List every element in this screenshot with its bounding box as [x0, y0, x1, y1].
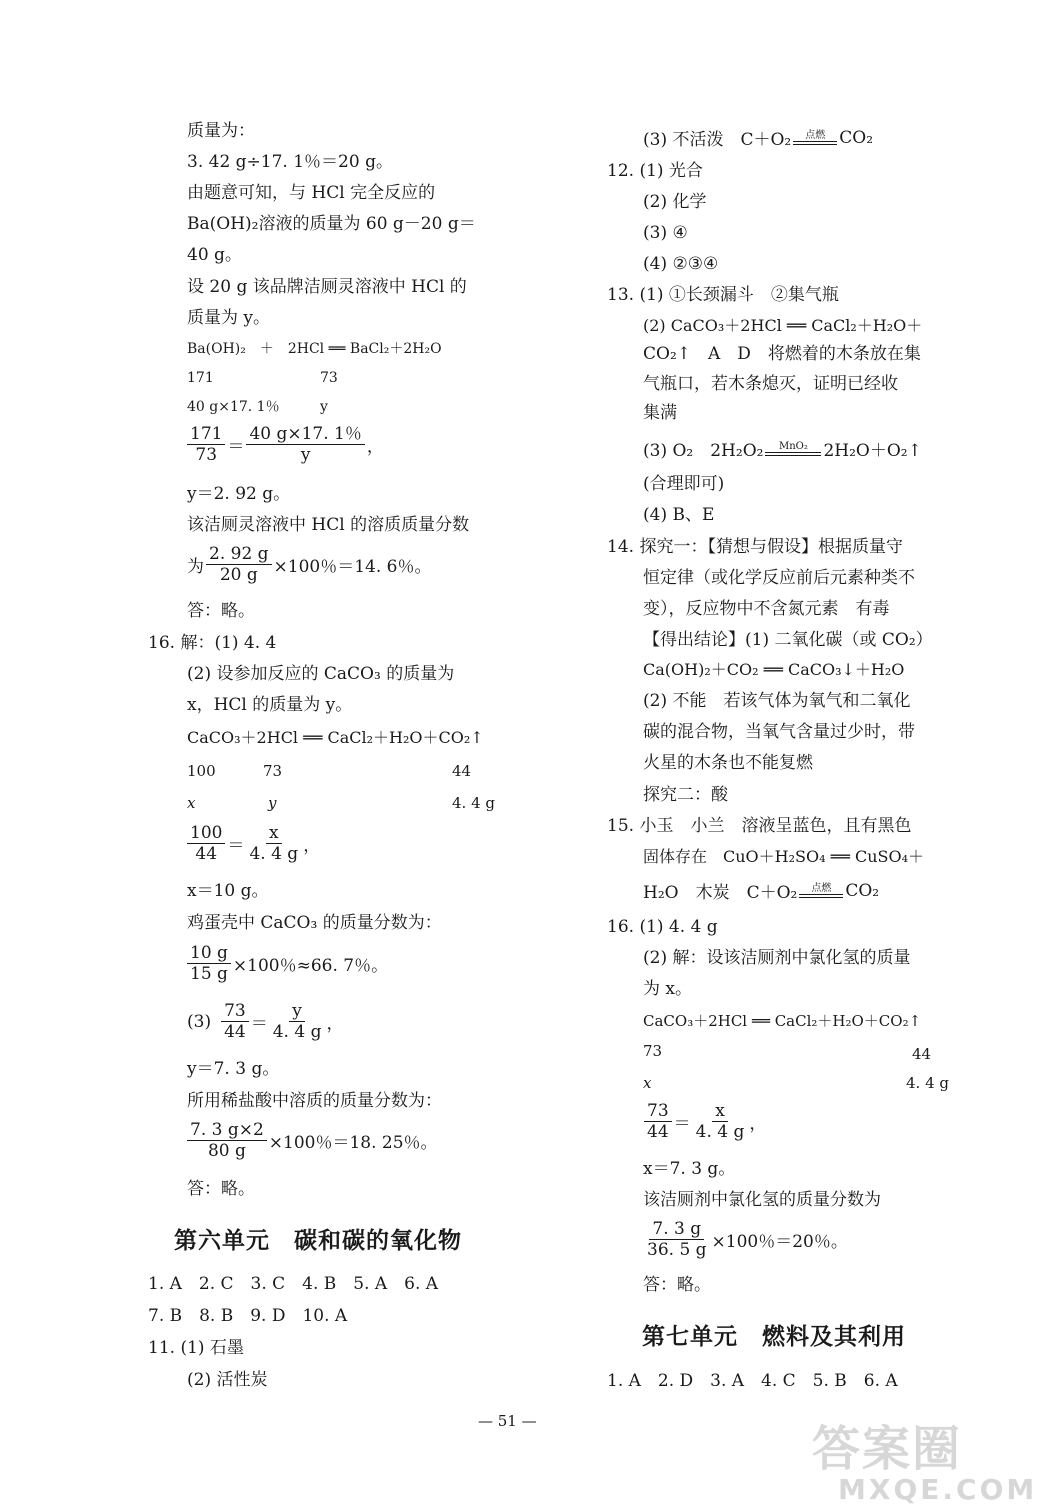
equation: CaCO₃＋2HCl ══ CaCl₂＋H₂O＋CO₂↑ [643, 1012, 922, 1030]
reaction-arrow [765, 442, 821, 456]
denominator: 73 [195, 445, 218, 465]
numerator: 7. 3 g [649, 1219, 704, 1240]
equation: (2) CaCO₃＋2HCl ══ CaCl₂＋H₂O＋ [643, 316, 923, 335]
fraction [644, 1219, 710, 1260]
proportion [187, 1001, 343, 1042]
question-line: 12. (1) 光合 [607, 161, 703, 181]
text-line: 质量为 y。 [187, 308, 271, 328]
text-line: 该洁厕剂中氯化氢的质量分数为 [643, 1190, 881, 1210]
denominator: 15 g [190, 964, 228, 984]
text-line: (3) ④ [643, 223, 688, 243]
text-line: x＝7. 3 g。 [643, 1159, 736, 1179]
punctuation: ， [303, 836, 321, 856]
unit-heading: 第六单元 碳和碳的氧化物 [174, 1228, 462, 1254]
text-line: (合理即可) [643, 474, 725, 494]
equation-value: 4. 4 g [452, 794, 495, 812]
numerator: 100 [187, 823, 225, 844]
text: ×100％＝20％。 [711, 1232, 848, 1252]
denominator: y [300, 445, 311, 465]
text-line: 3. 42 g÷17. 1％＝20 g。 [187, 152, 393, 172]
fraction [693, 1101, 748, 1142]
text-line: 鸡蛋壳中 CaCO₃ 的质量分数为： [187, 913, 442, 933]
percentage-calc [642, 1219, 848, 1260]
numerator: 73 [221, 1001, 249, 1022]
equals-sign: ＝ [227, 437, 245, 457]
equals-sign: ＝ [250, 1014, 268, 1034]
numerator: 10 g [187, 943, 231, 964]
text-line: 答：略。 [187, 1179, 255, 1199]
punctuation: ， [749, 1114, 767, 1134]
denominator: 44 [647, 1122, 669, 1142]
numerator: 73 [644, 1101, 672, 1122]
fraction [187, 943, 231, 984]
reaction-condition: 点燃 [805, 129, 826, 141]
proportion [642, 1101, 766, 1142]
denominator: 44 [195, 844, 218, 864]
watermark-text: 答案圈 [812, 1421, 963, 1477]
question-line: 16. 解：(1) 4. 4 [148, 633, 277, 653]
numerator: 2. 92 g [206, 544, 272, 565]
proportion [185, 424, 384, 465]
text: (3) [187, 1011, 212, 1032]
text-line: 火星的木条也不能复燃 [643, 753, 813, 773]
numerator: 7. 3 g×2 [187, 1120, 267, 1141]
numerator: 40 g×17. 1％ [246, 424, 364, 445]
equation-line [643, 436, 922, 461]
proportion [185, 823, 320, 864]
text-line: 恒定律（或化学反应前后元素种类不 [643, 568, 915, 588]
answer-line: 1. A 2. C 3. C 4. B 5. A 6. A [148, 1274, 439, 1294]
equation-value: x [643, 1074, 652, 1092]
text: H₂O 木炭 C＋O₂ [643, 883, 798, 903]
equation-value: 44 [912, 1045, 932, 1063]
punctuation: ， [366, 437, 384, 457]
fraction [187, 1120, 267, 1161]
equation: 固体存在 CuO＋H₂SO₄ ══ CuSO₄＋ [643, 847, 925, 866]
text-line: (2) 不能 若该气体为氧气和二氧化 [643, 691, 911, 711]
text-line: x，HCl 的质量为 y。 [187, 695, 353, 715]
numerator: x [266, 823, 282, 844]
text-line: 探究二：酸 [643, 785, 728, 805]
text-line: 为 x。 [643, 979, 692, 999]
text-line: y＝2. 92 g。 [187, 484, 291, 504]
question-line: 11. (1) 石墨 [148, 1338, 244, 1358]
text-line: 40 g。 [187, 245, 242, 265]
question-line: 14. 探究一：【猜想与假设】根据质量守 [607, 537, 903, 557]
numerator: 171 [187, 424, 225, 445]
denominator: 36. 5 g [647, 1240, 707, 1260]
equation: Ca(OH)₂＋CO₂ ══ CaCO₃↓＋H₂O [643, 660, 905, 679]
text-line: 碳的混合物，当氧气含量过少时，带 [643, 722, 915, 742]
denominator: 4. 4 g [695, 1122, 745, 1142]
text-line: 变），反应物中不含氮元素 有毒 [643, 599, 890, 619]
text-line: 答：略。 [643, 1275, 711, 1295]
text-line: (2) 化学 [643, 192, 707, 212]
denominator: 20 g [219, 565, 258, 585]
fraction [187, 424, 225, 465]
text-line: 该洁厕灵溶液中 HCl 的溶质质量分数 [187, 515, 470, 535]
fraction [221, 1001, 249, 1042]
text-line: (4) ②③④ [643, 254, 719, 274]
fraction [206, 544, 272, 585]
text: ×100％≈66. 7％。 [232, 956, 389, 976]
equation-value: 4. 4 g [906, 1074, 949, 1092]
equals-sign: ＝ [227, 836, 245, 856]
text-line: Ba(OH)₂溶液的质量为 60 g－20 g＝ [187, 214, 476, 234]
question-line: 13. (1) ①长颈漏斗 ②集气瓶 [607, 285, 839, 305]
fraction [644, 1101, 672, 1142]
text-line: 答：略。 [187, 601, 255, 621]
text-line: 质量为： [187, 121, 255, 141]
equation-line [643, 125, 873, 150]
fraction [246, 424, 364, 465]
reaction-condition: MnO₂ [779, 440, 808, 452]
text-line: CO₂↑ A D 将燃着的木条放在集 [643, 344, 921, 364]
equation-value: 73 [263, 762, 283, 780]
text: (3) O₂ 2H₂O₂ [643, 441, 764, 461]
text-line: (2) 解：设该洁厕剂中氯化氢的质量 [643, 948, 911, 968]
page-number: — 51 — [478, 1412, 537, 1430]
equation-value: x [187, 794, 196, 812]
text-line: y＝7. 3 g。 [187, 1059, 280, 1079]
denominator: 4. 4 g [249, 844, 299, 864]
fraction [187, 823, 225, 864]
watermark-logo [812, 1410, 1037, 1506]
text-line: (2) 设参加反应的 CaCO₃ 的质量为 [187, 664, 455, 684]
text-line: 气瓶口，若木条熄灭，证明已经收 [643, 374, 898, 394]
equation-value: y [268, 794, 277, 812]
text-line: x＝10 g。 [187, 881, 269, 901]
reaction-condition: 点燃 [811, 882, 832, 894]
equation-value: 40 g×17. 1％ [187, 399, 280, 415]
text-line: 【得出结论】(1) 二氧化碳（或 CO₂） [643, 630, 933, 650]
text-line: 设 20 g 该品牌洁厕灵溶液中 HCl 的 [187, 277, 467, 297]
numerator: x [712, 1101, 728, 1122]
question-line: 16. (1) 4. 4 g [607, 917, 718, 937]
percentage-calc [187, 544, 432, 585]
fraction [270, 1001, 325, 1042]
equation-line [643, 878, 879, 903]
equation-value: y [320, 399, 328, 415]
numerator: y [289, 1001, 305, 1022]
text: 为 [187, 557, 204, 577]
watermark-url: MXQE.COM [838, 1473, 1037, 1506]
text: (3) 不活泼 C＋O₂ [643, 130, 792, 150]
equation-value: 44 [452, 762, 472, 780]
denominator: 44 [224, 1022, 246, 1042]
answer-line: 7. B 8. B 9. D 10. A [148, 1306, 348, 1326]
denominator: 4. 4 g [272, 1022, 322, 1042]
text: ×100％＝18. 25％。 [268, 1133, 438, 1153]
text-line: 集满 [643, 403, 677, 423]
equation: CaCO₃＋2HCl ══ CaCl₂＋H₂O＋CO₂↑ [187, 728, 484, 747]
equation-value: 73 [643, 1042, 663, 1060]
text-line: (2) 活性炭 [187, 1370, 268, 1390]
question-line: 15. 小玉 小兰 溶液呈蓝色，且有黑色 [607, 816, 912, 836]
text-line: (4) B、E [643, 505, 715, 525]
denominator: 80 g [207, 1141, 246, 1161]
fraction [246, 823, 301, 864]
percentage-calc [185, 943, 388, 984]
percentage-calc [185, 1120, 438, 1161]
equation-value: 171 [187, 370, 214, 386]
text: ×100％＝14. 6％。 [273, 557, 432, 577]
reaction-arrow [799, 884, 843, 898]
unit-heading: 第七单元 燃料及其利用 [642, 1324, 906, 1350]
text: 2H₂O＋O₂↑ [823, 441, 922, 461]
equation: Ba(OH)₂ ＋ 2HCl ══ BaCl₂＋2H₂O [187, 341, 442, 357]
equation-value: 100 [187, 762, 216, 780]
text: CO₂ [839, 127, 874, 148]
answer-line: 1. A 2. D 3. A 4. C 5. B 6. A [607, 1371, 898, 1391]
punctuation: ， [326, 1014, 344, 1034]
text-line: 由题意可知，与 HCl 完全反应的 [187, 183, 436, 203]
equals-sign: ＝ [673, 1114, 691, 1134]
text-line: 所用稀盐酸中溶质的质量分数为： [187, 1091, 442, 1111]
reaction-arrow [793, 131, 837, 145]
equation-value: 73 [320, 370, 338, 386]
text: CO₂ [845, 880, 880, 901]
